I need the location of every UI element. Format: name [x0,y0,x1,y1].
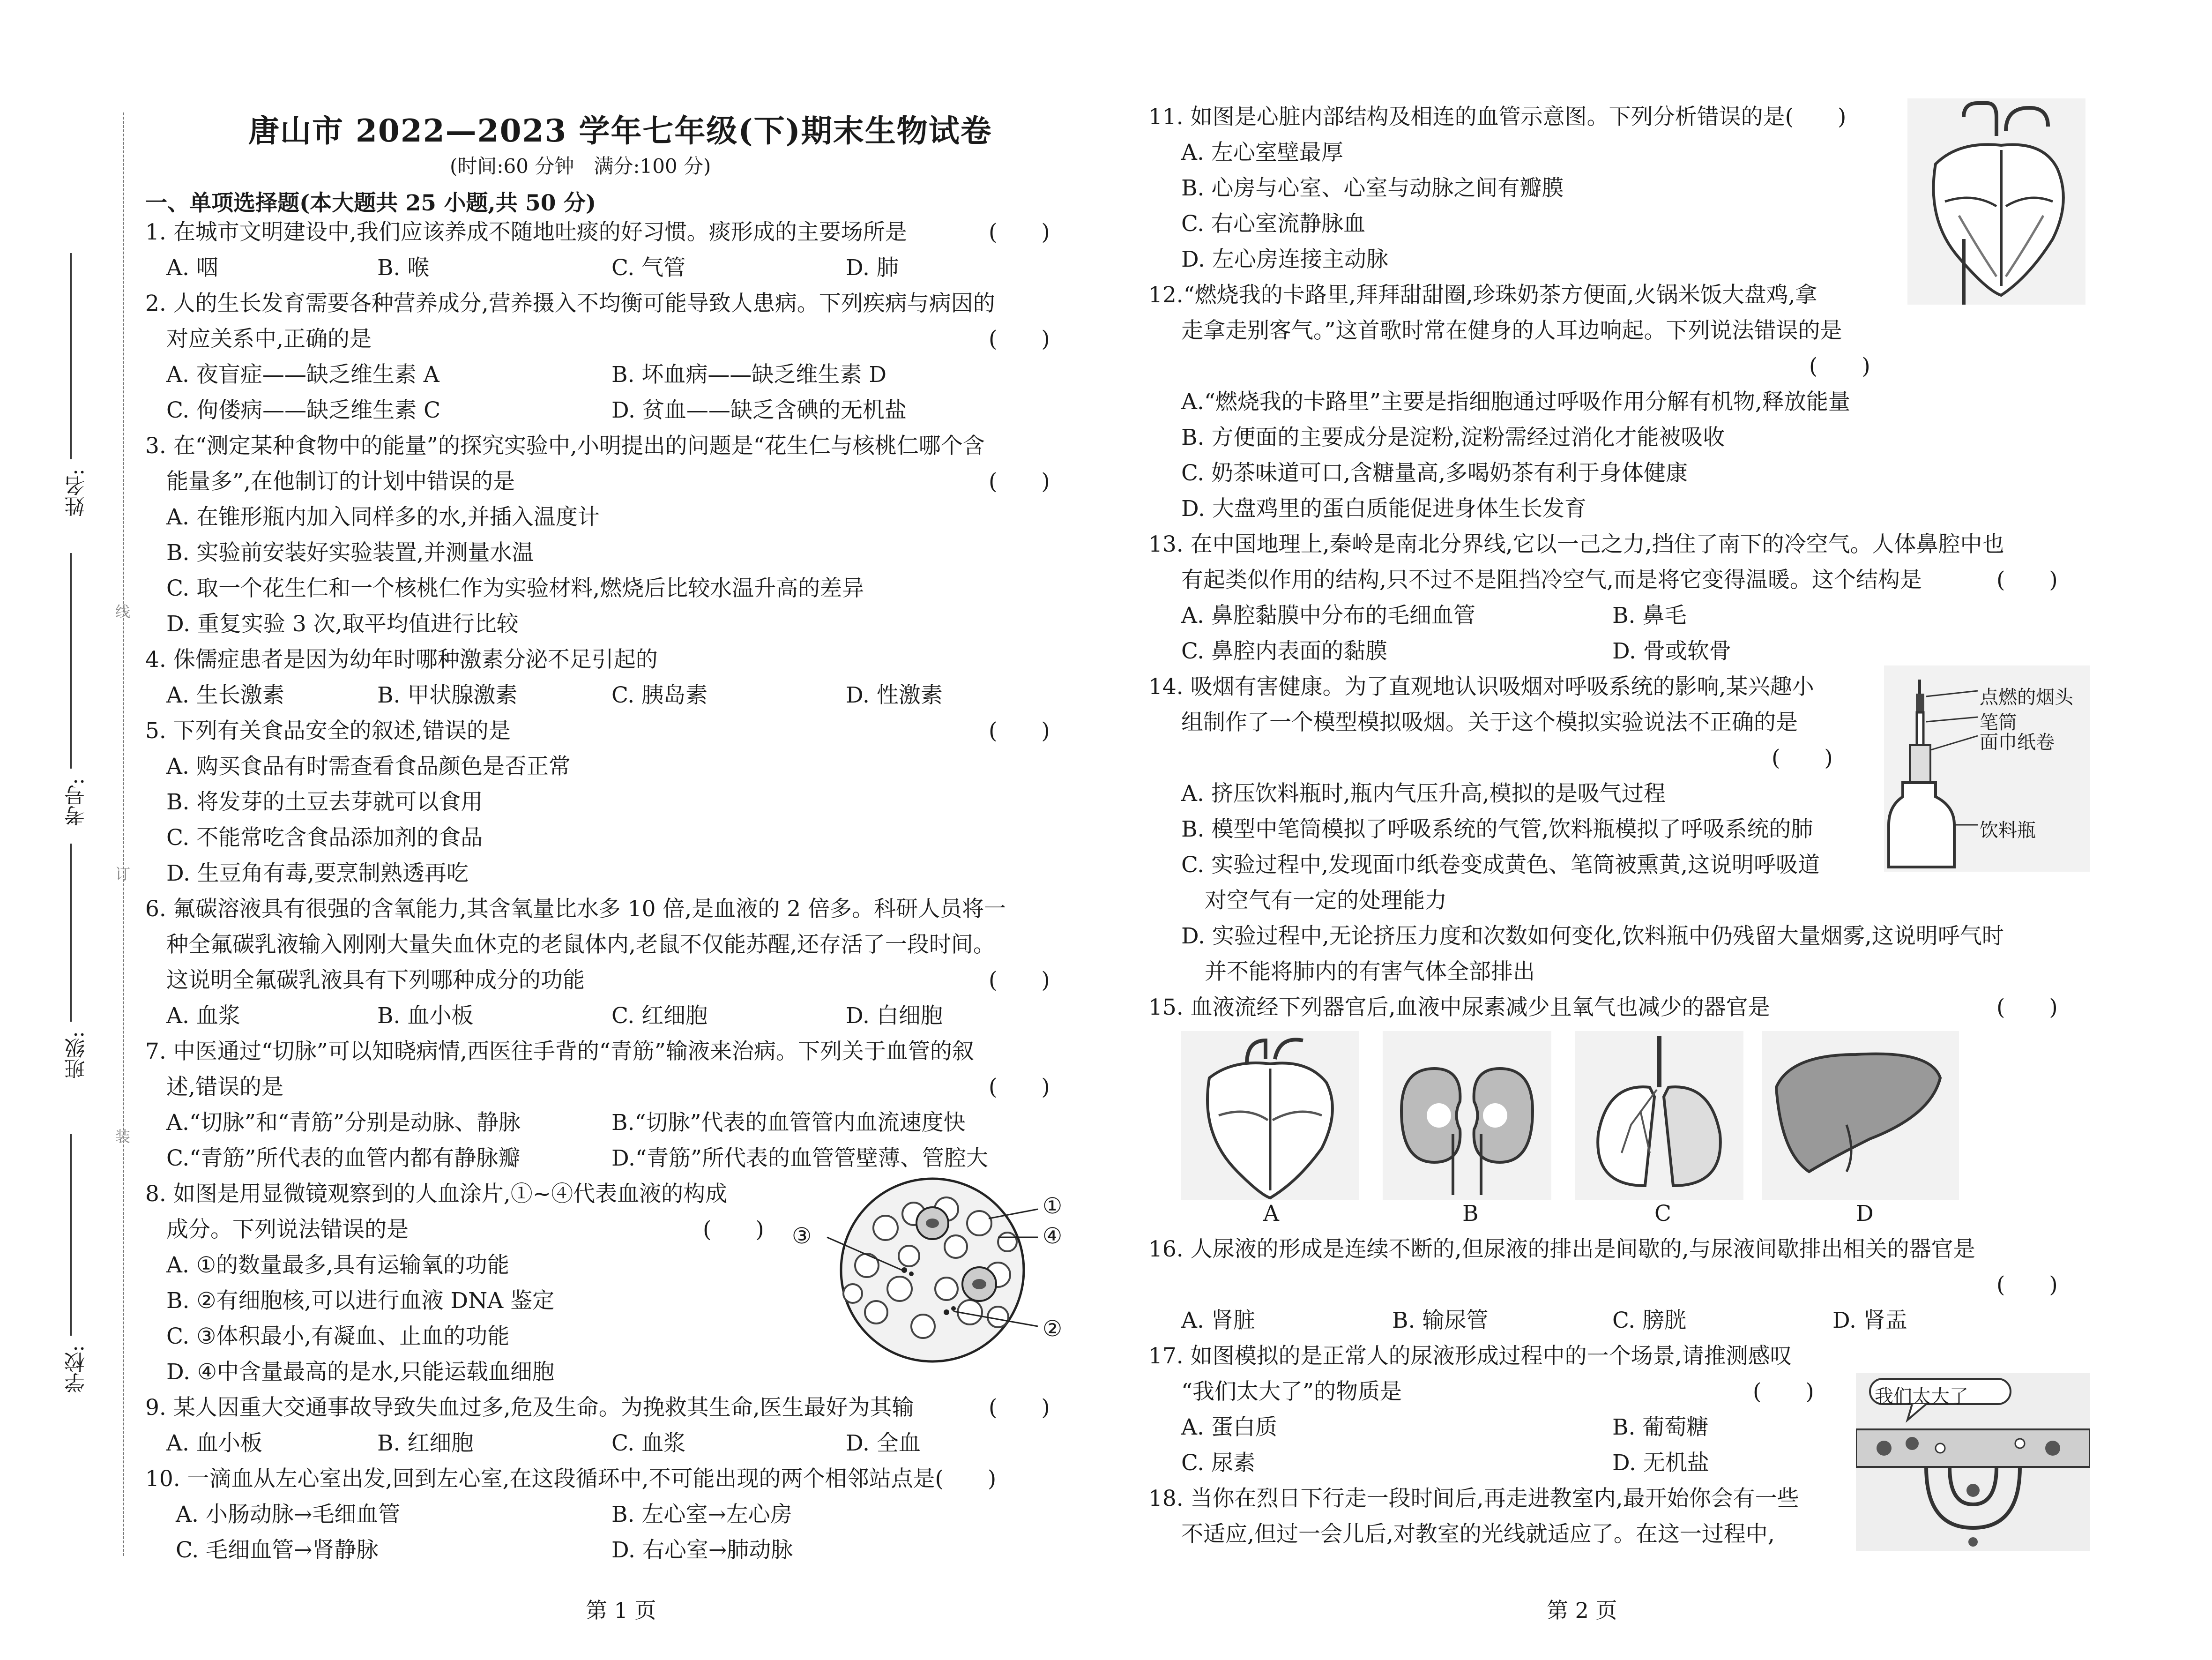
q18-stem-line1: 18. 当你在烈日下行走一段时间后,再走进教室内,最开始你会有一些 [1148,1486,1799,1511]
q1-paren: ( ) [989,219,1050,245]
seal-text-bind: 装 [115,1128,131,1145]
q8-stem-line1: 8. 如图是用显微镜观察到的人血涂片,①~④代表血液的构成 [145,1181,728,1207]
q16-option-c: C. 膀胱 [1612,1308,1687,1333]
q14-option-c-line2: 对空气有一定的处理能力 [1205,888,1447,913]
q2-option-d: D. 贫血——缺乏含碘的无机盐 [611,397,907,423]
q5-option-d: D. 生豆角有毒,要烹制熟透再吃 [166,860,469,886]
q15-label-c: C [1654,1201,1671,1226]
q16-option-d: D. 肾盂 [1832,1308,1907,1333]
q5-option-c: C. 不能常吃含食品添加剂的食品 [166,825,483,851]
q8-option-d: D. ④中含量最高的是水,只能运载血细胞 [166,1359,554,1385]
q5-stem: 5. 下列有关食品安全的叙述,错误的是 [145,718,511,744]
q14-stem-line2: 组制作了一个模型模拟吸烟。关于这个模拟实验说法不正确的是 [1181,710,1798,735]
q10-option-d: D. 右心室→肺动脉 [611,1537,793,1563]
q14-option-b: B. 模型中笔筒模拟了呼吸系统的气管,饮料瓶模拟了呼吸系统的肺 [1181,816,1813,842]
q8-option-c: C. ③体积最小,有凝血、止血的功能 [166,1324,510,1349]
q14-label-cigarette: 点燃的烟头 [1980,687,2073,708]
page-number-2: 第 2 页 [1547,1598,1617,1623]
q12-option-d: D. 大盘鸡里的蛋白质能促进身体生长发育 [1181,496,1586,522]
q4-option-d: D. 性激素 [846,682,943,708]
section-heading: 一、单项选择题(本大题共 25 小题,共 50 分) [145,190,596,216]
liver-figure-d [1762,1031,1959,1200]
q12-option-a: A.“燃烧我的卡路里”主要是指细胞通过呼吸作用分解有机物,释放能量 [1181,389,1850,415]
q15-stem: 15. 血液流经下列器官后,血液中尿素减少且氧气也减少的器官是 [1148,995,1770,1020]
q8-stem-line2: 成分。下列说法错误的是 [166,1217,409,1242]
page-number-1: 第 1 页 [586,1598,656,1623]
q13-option-c: C. 鼻腔内表面的黏膜 [1181,638,1388,664]
q13-paren: ( ) [1996,567,2058,593]
margin-name-label: 姓名: [65,469,89,517]
q12-stem-line1: 12.“燃烧我的卡路里,拜拜甜甜圈,珍珠奶茶方便面,火锅米饭大盘鸡,拿 [1148,282,1817,308]
q3-stem-line1: 3. 在“测定某种食物中的能量”的探究实验中,小明提出的问题是“花生仁与核桃仁哪个含 [145,433,985,459]
heart-diagram-q11 [1907,98,2085,305]
margin-exam-no-label: 考号: [65,778,89,826]
q2-option-a: A. 夜盲症——缺乏维生素 A [166,362,439,388]
q15-label-d: D [1856,1201,1874,1226]
q9-option-b: B. 红细胞 [377,1430,474,1456]
q2-stem-line2: 对应关系中,正确的是 [166,326,372,352]
q9-option-d: D. 全血 [846,1430,921,1456]
q3-stem-line2: 能量多”,在他制订的计划中错误的是 [166,469,515,494]
exam-title: 唐山市 2022—2023 学年七年级(下)期末生物试卷 [248,112,992,149]
q9-stem: 9. 某人因重大交通事故导致失血过多,危及生命。为挽救其生命,医生最好为其输 [145,1395,914,1421]
q6-option-c: C. 红细胞 [611,1003,708,1029]
q11-stem: 11. 如图是心脏内部结构及相连的血管示意图。下列分析错误的是( ) [1148,104,1847,130]
q14-paren: ( ) [1772,745,1833,771]
q9-paren: ( ) [989,1395,1050,1421]
exam-subtitle: (时间:60 分钟 满分:100 分) [450,155,711,178]
q14-label-tissue-roll: 面巾纸卷 [1980,732,2055,753]
q7-option-a: A.“切脉”和“青筋”分别是动脉、静脉 [166,1110,521,1136]
q14-option-a: A. 挤压饮料瓶时,瓶内气压升高,模拟的是吸气过程 [1181,781,1666,807]
margin-class-label: 班级: [65,1031,89,1079]
q2-option-c: C. 佝偻病——缺乏维生素 C [166,397,441,423]
q6-stem-line1: 6. 氟碳溶液具有很强的含氧能力,其含氧量比水多 10 倍,是血液的 2 倍多。科研人员将一 [145,896,1006,922]
q6-paren: ( ) [989,967,1050,993]
q17-option-c: C. 尿素 [1181,1450,1256,1476]
q13-option-a: A. 鼻腔黏膜中分布的毛细血管 [1181,603,1475,628]
q17-paren: ( ) [1753,1379,1814,1405]
q3-option-b: B. 实验前安装好实验装置,并测量水温 [166,540,534,566]
q4-stem: 4. 侏儒症患者是因为幼年时哪种激素分泌不足引起的 [145,647,658,673]
margin-school-line [70,1134,72,1336]
q13-option-b: B. 鼻毛 [1612,603,1687,628]
q8-option-a: A. ①的数量最多,具有运输氧的功能 [166,1252,509,1278]
q4-option-c: C. 胰岛素 [611,682,708,708]
q3-paren: ( ) [989,469,1050,494]
q15-label-b: B [1462,1201,1479,1226]
q4-option-a: A. 生长激素 [166,682,284,708]
q8-option-b: B. ②有细胞核,可以进行血液 DNA 鉴定 [166,1288,555,1314]
q2-option-b: B. 坏血病——缺乏维生素 D [611,362,887,388]
q14-option-c-line1: C. 实验过程中,发现面巾纸卷变成黄色、笔筒被熏黄,这说明呼吸道 [1181,852,1820,878]
q8-label-2: ② [1043,1316,1063,1342]
heart-figure-a [1181,1031,1359,1200]
q15-label-a: A [1263,1201,1279,1226]
q17-stem-line2: “我们太大了”的物质是 [1181,1379,1402,1405]
q6-option-a: A. 血浆 [166,1003,240,1029]
q11-option-c: C. 右心室流静脉血 [1181,211,1366,237]
q4-option-b: B. 甲状腺激素 [377,682,518,708]
q1-option-b: B. 喉 [377,255,430,281]
q3-option-a: A. 在锥形瓶内加入同样多的水,并插入温度计 [166,504,600,530]
q16-paren: ( ) [1996,1272,2058,1298]
q5-option-a: A. 购买食品有时需查看食品颜色是否正常 [166,754,571,779]
q14-option-d-line2: 并不能将肺内的有害气体全部排出 [1205,959,1535,985]
q7-option-d: D.“青筋”所代表的血管管壁薄、管腔大 [611,1145,989,1171]
lungs-figure-c [1575,1031,1743,1200]
q10-stem: 10. 一滴血从左心室出发,回到左心室,在这段循环中,不可能出现的两个相邻站点是( ) [145,1466,997,1492]
q14-option-d-line1: D. 实验过程中,无论挤压力度和次数如何变化,饮料瓶中仍残留大量烟雾,这说明呼气时 [1181,923,2004,949]
q3-option-c: C. 取一个花生仁和一个核桃仁作为实验材料,燃烧后比较水温升高的差异 [166,576,864,601]
q11-option-d: D. 左心房连接主动脉 [1181,247,1388,272]
q17-option-b: B. 葡萄糖 [1612,1414,1709,1440]
q17-option-d: D. 无机盐 [1612,1450,1709,1476]
q16-option-b: B. 输尿管 [1392,1308,1489,1333]
q16-option-a: A. 肾脏 [1181,1308,1255,1333]
q7-option-c: C.“青筋”所代表的血管内都有静脉瓣 [166,1145,521,1171]
q8-label-3: ③ [792,1223,812,1249]
seal-text-line: 线 [115,603,131,621]
margin-class-line [70,844,72,1022]
binding-dashed-line [123,112,124,1556]
q17-option-a: A. 蛋白质 [1181,1414,1277,1440]
q9-option-c: C. 血浆 [611,1430,686,1456]
q1-stem: 1. 在城市文明建设中,我们应该养成不随地吐痰的好习惯。痰形成的主要场所是 [145,219,907,245]
q14-label-pen-tube: 笔筒 [1980,712,2017,733]
q5-paren: ( ) [989,718,1050,744]
q9-option-a: A. 血小板 [166,1430,262,1456]
q16-stem: 16. 人尿液的形成是连续不断的,但尿液的排出是间歇的,与尿液间歇排出相关的器官是 [1148,1236,1975,1262]
margin-school-label: 学校: [65,1345,89,1393]
q12-paren: ( ) [1809,353,1870,379]
q11-option-b: B. 心房与心室、心室与动脉之间有瓣膜 [1181,175,1564,201]
q12-option-c: C. 奶茶味道可口,含糖量高,多喝奶茶有利于身体健康 [1181,460,1688,486]
q7-stem-line2: 述,错误的是 [166,1074,283,1100]
q3-option-d: D. 重复实验 3 次,取平均值进行比较 [166,611,519,637]
q10-option-c: C. 毛细血管→肾静脉 [176,1537,379,1563]
seal-text-order: 订 [115,865,131,883]
q17-speech-bubble: 我们太大了 [1875,1386,1968,1407]
q8-label-1: ① [1043,1193,1063,1219]
page-2 [1106,0,2212,1660]
q12-stem-line2: 走拿走别客气。”这首歌时常在健身的人耳边响起。下列说法错误的是 [1181,318,1842,344]
q15-paren: ( ) [1996,995,2058,1020]
kidney-figure-b [1383,1031,1551,1200]
q8-label-4: ④ [1043,1223,1063,1249]
q7-stem-line1: 7. 中医通过“切脉”可以知晓病情,西医往手背的“青筋”输液来治病。下列关于血管的叙 [145,1039,974,1064]
q2-paren: ( ) [989,326,1050,352]
q2-stem-line1: 2. 人的生长发育需要各种营养成分,营养摄入不均衡可能导致人患病。下列疾病与病因的 [145,291,995,316]
q10-option-a: A. 小肠动脉→毛细血管 [176,1502,401,1527]
q6-option-b: B. 血小板 [377,1003,474,1029]
q1-option-d: D. 肺 [846,255,899,281]
q10-option-b: B. 左心室→左心房 [611,1502,792,1527]
q17-stem-line1: 17. 如图模拟的是正常人的尿液形成过程中的一个场景,请推测感叹 [1148,1343,1792,1369]
q12-option-b: B. 方便面的主要成分是淀粉,淀粉需经过消化才能被吸收 [1181,425,1725,450]
q7-option-b: B.“切脉”代表的血管管内血流速度快 [611,1110,966,1136]
q13-stem-line2: 有起类似作用的结构,只不过不是阻挡冷空气,而是将它变得温暖。这个结构是 [1181,567,1922,593]
q1-option-a: A. 咽 [166,255,218,281]
q11-option-a: A. 左心室壁最厚 [1181,140,1343,165]
q14-label-bottle: 饮料瓶 [1980,820,2036,841]
q7-paren: ( ) [989,1074,1050,1100]
q6-stem-line2: 种全氟碳乳液输入刚刚大量失血休克的老鼠体内,老鼠不仅能苏醒,还存活了一段时间。 [166,932,995,957]
q18-stem-line2: 不适应,但过一会儿后,对教室的光线就适应了。在这一过程中, [1181,1521,1775,1547]
q13-option-d: D. 骨或软骨 [1612,638,1731,664]
q6-option-d: D. 白细胞 [846,1003,943,1029]
q5-option-b: B. 将发芽的土豆去芽就可以食用 [166,789,483,815]
q6-stem-line3: 这说明全氟碳乳液具有下列哪种成分的功能 [166,967,585,993]
q14-stem-line1: 14. 吸烟有害健康。为了直观地认识吸烟对呼吸系统的影响,某兴趣小 [1148,674,1814,700]
margin-exam-no-line [70,553,72,769]
margin-name-line [70,253,72,459]
q13-stem-line1: 13. 在中国地理上,秦岭是南北分界线,它以一己之力,挡住了南下的冷空气。人体鼻腔中也 [1148,531,2004,557]
q8-paren: ( ) [703,1217,764,1242]
blood-smear-figure [792,1172,1073,1368]
q1-option-c: C. 气管 [611,255,686,281]
